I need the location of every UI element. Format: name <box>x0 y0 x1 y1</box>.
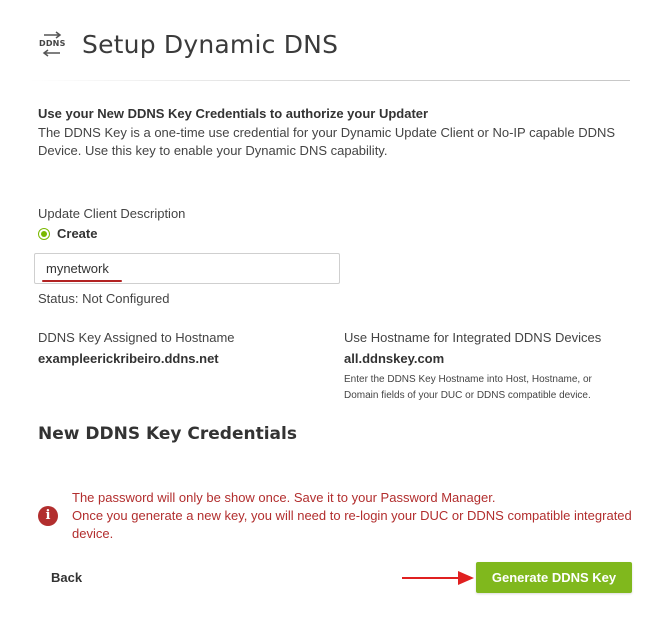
note-line-1: Enter the DDNS Key Hostname into Host, Hostname, or <box>344 374 592 385</box>
ddns-icon-text: DDNS <box>39 38 66 48</box>
back-button[interactable]: Back <box>51 570 83 585</box>
credentials-section-title: New DDNS Key Credentials <box>38 424 297 444</box>
integrated-hostname-label: Use Hostname for Integrated DDNS Devices <box>344 330 602 345</box>
create-radio-button[interactable] <box>38 228 50 240</box>
integrated-hostname-note <box>344 372 634 404</box>
generate-ddns-key-button[interactable]: Generate DDNS Key <box>476 562 632 593</box>
client-description-input[interactable] <box>46 261 326 276</box>
warning-message <box>72 489 642 543</box>
header-divider <box>30 80 630 81</box>
annotation-underline <box>42 280 122 282</box>
intro-line-1: The DDNS Key is a one-time use credential for your Dynamic Update Client or No-IP capable DDNS <box>38 125 616 140</box>
create-radio-label: Create <box>57 226 98 241</box>
annotation-arrow-icon <box>400 568 476 588</box>
page-header <box>38 30 338 59</box>
intro-line-2: Device. Use this key to enable your Dynamic DNS capability. <box>38 143 388 158</box>
assigned-hostname-label: DDNS Key Assigned to Hostname <box>38 330 235 345</box>
integrated-hostname-value: all.ddnskey.com <box>344 351 445 366</box>
ddns-icon <box>38 31 66 59</box>
client-status: Status: Not Configured <box>38 291 170 306</box>
page-title: Setup Dynamic DNS <box>82 30 339 59</box>
intro-heading: Use your New DDNS Key Credentials to authorize your Updater <box>38 106 429 121</box>
warning-line-2: Once you generate a new key, you will need to re-login your DUC or DDNS compatible integrated <box>72 508 632 523</box>
note-line-2: Domain fields of your DUC or DDNS compatible device. <box>344 390 591 401</box>
assigned-hostname-value: exampleerickribeiro.ddns.net <box>38 351 219 366</box>
warning-line-3: device. <box>72 526 114 541</box>
info-icon: i <box>38 506 58 526</box>
create-radio-option[interactable] <box>38 226 97 241</box>
warning-line-1: The password will only be show once. Save it to your Password Manager. <box>72 490 496 505</box>
intro-description <box>38 124 618 160</box>
update-client-description-label: Update Client Description <box>38 206 186 221</box>
